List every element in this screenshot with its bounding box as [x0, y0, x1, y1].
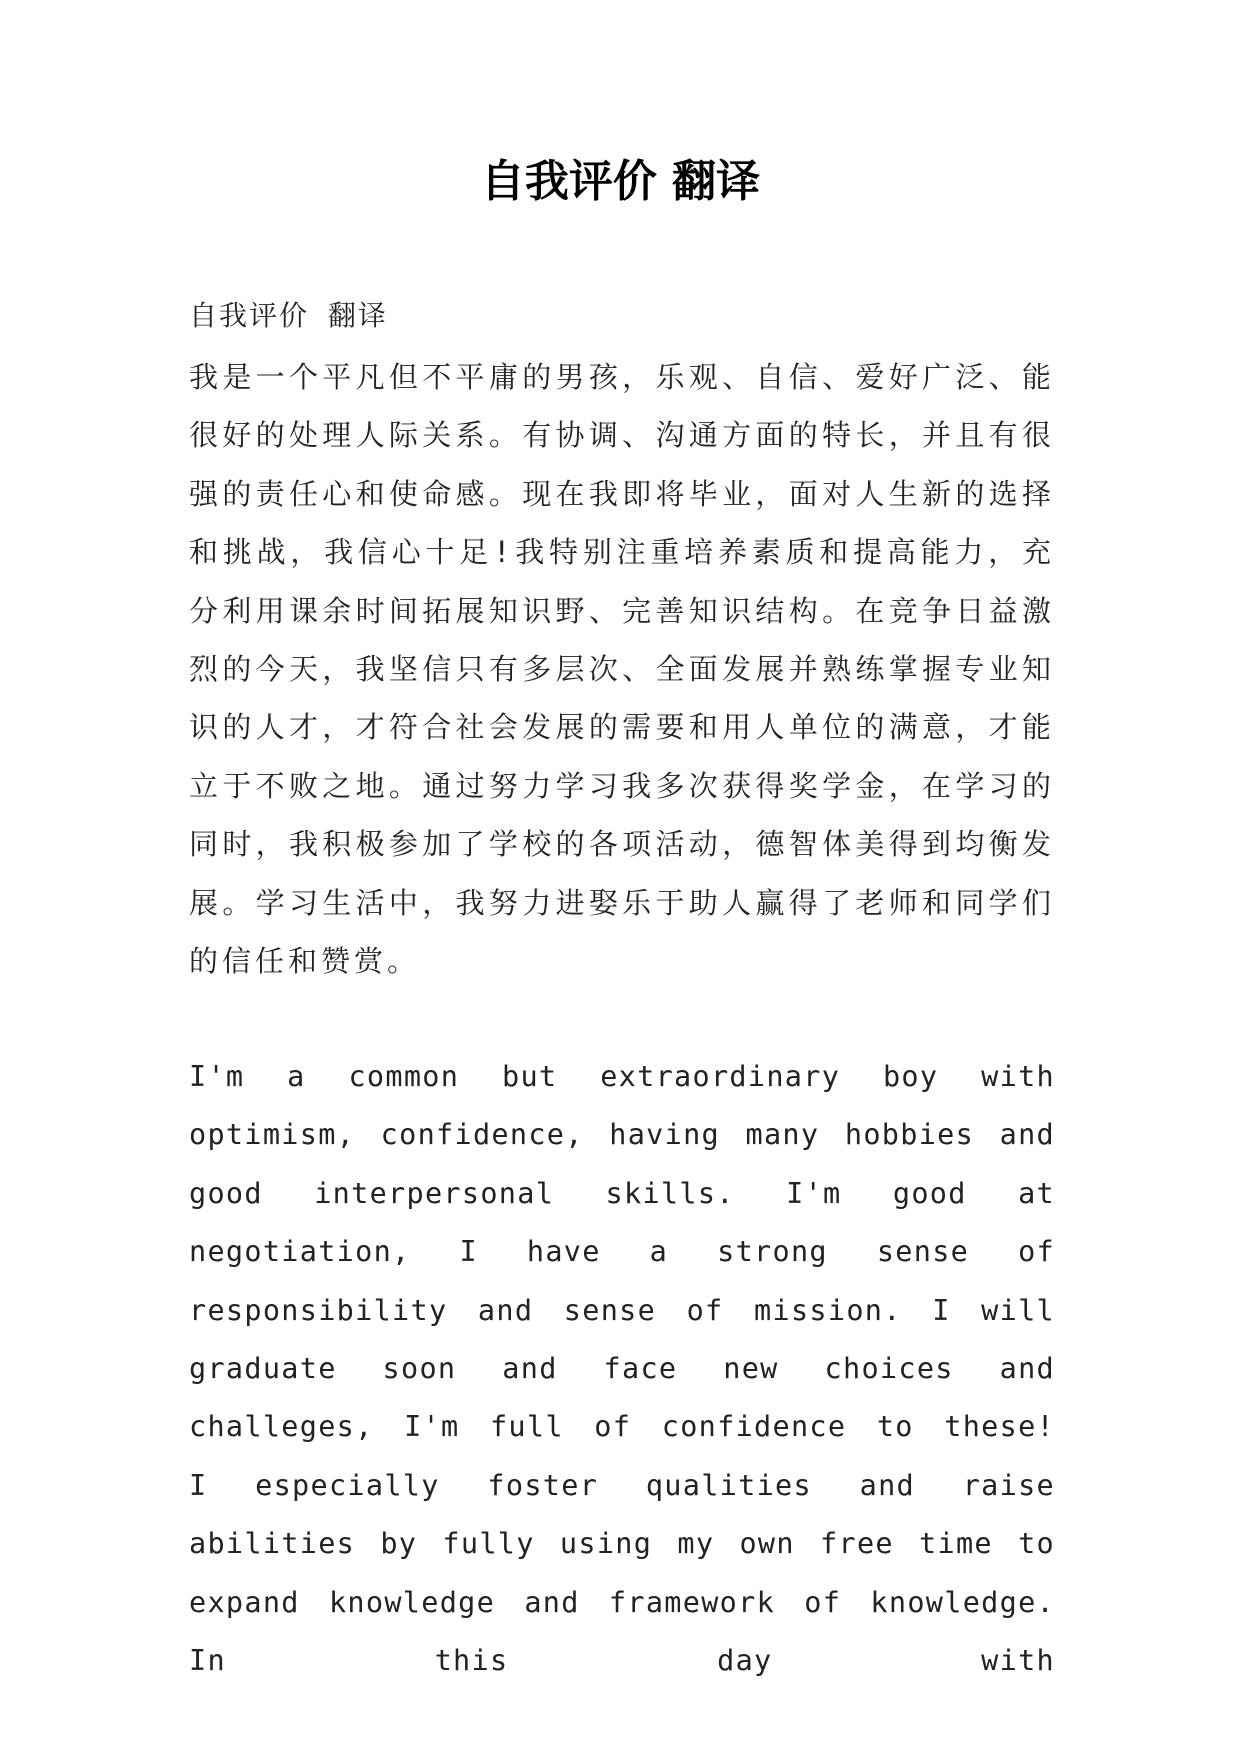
document-title: 自我评价 翻译: [480, 156, 761, 207]
chinese-paragraph: 我是一个平凡但不平庸的男孩，乐观、自信、爱好广泛、能很好的处理人际关系。有协调、沟通方面的特长，并且有很强的责任心和使命感。现在我即将毕业，面对人生新的选择和挑战，我信心十足!我特别注重培养素质和提高能力，充分利用课余时间拓展知识野、完善知识结构。在竞争日益激烈的今天，我坚信只有多层次、全面发展并熟练掌握专业知识的人才，才符合社会发展的需要和用人单位的满意，才能立于不败之地。通过努力学习我多次获得奖学金，在学习的同时，我积极参加了学校的各项活动，德智体美得到均衡发展。学习生活中，我努力进娶乐于助人赢得了老师和同学们的信任和赞赏。: [189, 360, 1055, 979]
document-subtitle: 自我评价 翻译: [189, 299, 388, 332]
english-paragraph: I'm a common but extraordinary boy with optimism, confidence, having many hobbies and good interpersonal skills. I'm good at negotiation, I have a strong sense of responsibility and sense of mission. I will graduate soon and face new choices and challeges, I'm full of confidence to these! I especially foster qualities and raise abilities by fully using my own free time to expand knowledge and framework of knowledge. In this day with: [189, 1060, 1055, 1678]
